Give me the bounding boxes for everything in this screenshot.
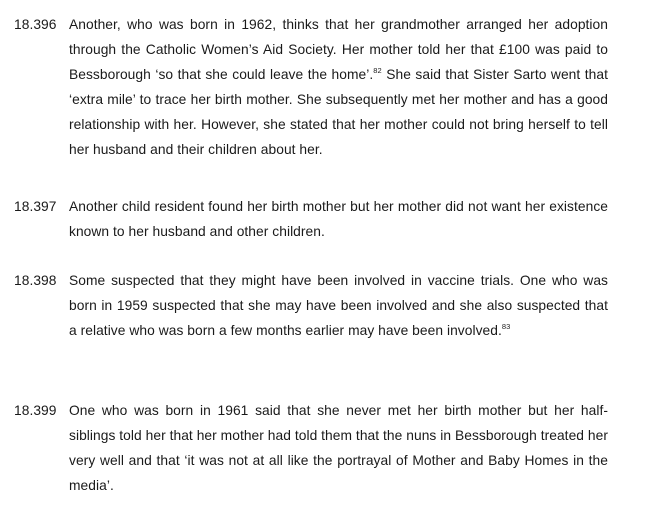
text-segment: One who was born in 1961 said that she never met her birth mother but her half-siblings told her that her mother had told them that the nuns in Bessborough treated her very well and that ‘it was not at all like the portrayal of Mother and Baby Homes in the media’. xyxy=(69,403,608,493)
paragraph-18-398 xyxy=(14,268,608,343)
paragraph-18-396 xyxy=(14,12,608,162)
paragraph-18-397 xyxy=(14,194,608,244)
paragraph-number: 18.397 xyxy=(14,199,57,214)
paragraph-text xyxy=(69,194,608,244)
paragraph-number: 18.399 xyxy=(14,403,57,418)
paragraph-text xyxy=(69,12,608,162)
text-segment: Another, who was born in 1962, thinks that her grandmother arranged her adoption through the Catholic Women’s Aid Society. Her mother told her that £100 was paid to Bessborough ‘so that she could leave the home’. xyxy=(69,17,608,82)
footnote-ref-83[interactable]: 83 xyxy=(501,322,511,331)
text-segment: Another child resident found her birth mother but her mother did not want her existence known to her husband and other children. xyxy=(69,199,608,239)
text-segment: She said that Sister Sarto went that ‘extra mile’ to trace her birth mother. She subsequently met her mother and has a good relationship with her. However, she stated that her mother could not bring herself to tell her husband and their children about her. xyxy=(69,67,608,157)
paragraph-text xyxy=(69,268,608,343)
footnote-ref-82[interactable]: 82 xyxy=(373,66,382,75)
paragraph-text xyxy=(69,398,608,498)
paragraph-number: 18.396 xyxy=(14,17,57,32)
paragraph-18-399 xyxy=(14,398,608,498)
paragraph-number: 18.398 xyxy=(14,273,57,288)
text-segment: Some suspected that they might have been involved in vaccine trials. One who was born in 1959 suspected that she may have been involved and she also suspected that a relative who was born a few months earlier may have been involved. xyxy=(69,273,608,338)
